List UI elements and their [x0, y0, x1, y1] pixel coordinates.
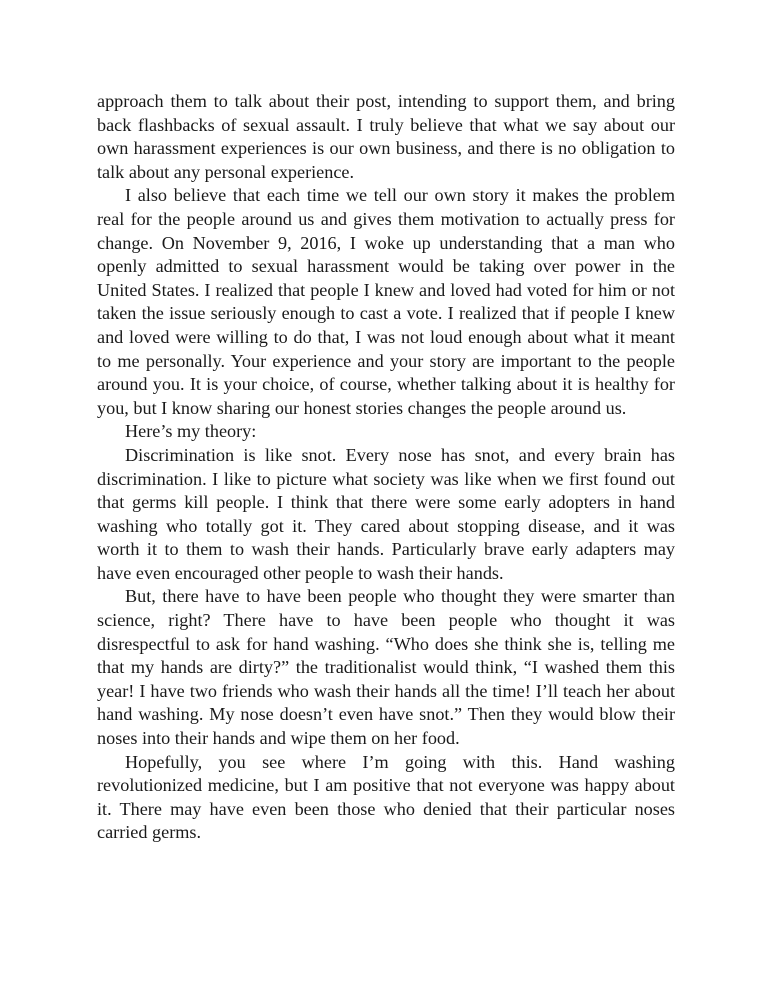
- body-text: [97, 90, 675, 845]
- paragraph-discrimination: Discrimination is like snot. Every nose has snot, and every brain has discrimination. I like to picture what society was like when we first found out that germs kill people. I think that there were some early adopters in hand washing who totally got it. They cared about stopping disease, and it was worth it to them to wash their hands. Particularly brave early adapters may have even encouraged other people to wash their hands.: [97, 444, 675, 583]
- paragraph-continued: approach them to talk about their post, intending to support them, and bring back flashbacks of sexual assault. I truly believe that what we say about our own harassment experiences is our own business, and there is no obligation to talk about any personal experience.: [97, 91, 675, 182]
- paragraph-theory-intro: Here’s my theory:: [125, 421, 257, 442]
- paragraph-story: I also believe that each time we tell our own story it makes the problem real for the people around us and gives them motivation to actually press for change. On November 9, 2016, I woke up understanding that a man who openly admitted to sexual harassment would be taking over power in the United States. I realized that people I knew and loved had voted for him or not taken the issue seriously enough to cast a vote. I realized that if people I knew and loved were willing to do that, I was not loud enough about what it meant to me personally. Your experience and your story are important to the people around you. It is your choice, of course, whether talking about it is healthy for you, but I know sharing our honest stories changes the people around us.: [97, 185, 675, 418]
- paragraph-traditionalist: But, there have to have been people who thought they were smarter than science, right? There have to have been people who thought it was disrespectful to ask for hand washing. “Who does she think she is, telling me that my hands are dirty?” the traditionalist would think, “I washed them this year! I have two friends who wash their hands all the time! I’ll teach her about hand washing. My nose doesn’t even have snot.” Then they would blow their noses into their hands and wipe them on her food.: [97, 586, 675, 749]
- paragraph-conclusion: Hopefully, you see where I’m going with this. Hand washing revolutionized medicine, but I am positive that not everyone was happy about it. There may have even been those who denied that their particular noses carried germs.: [97, 751, 675, 843]
